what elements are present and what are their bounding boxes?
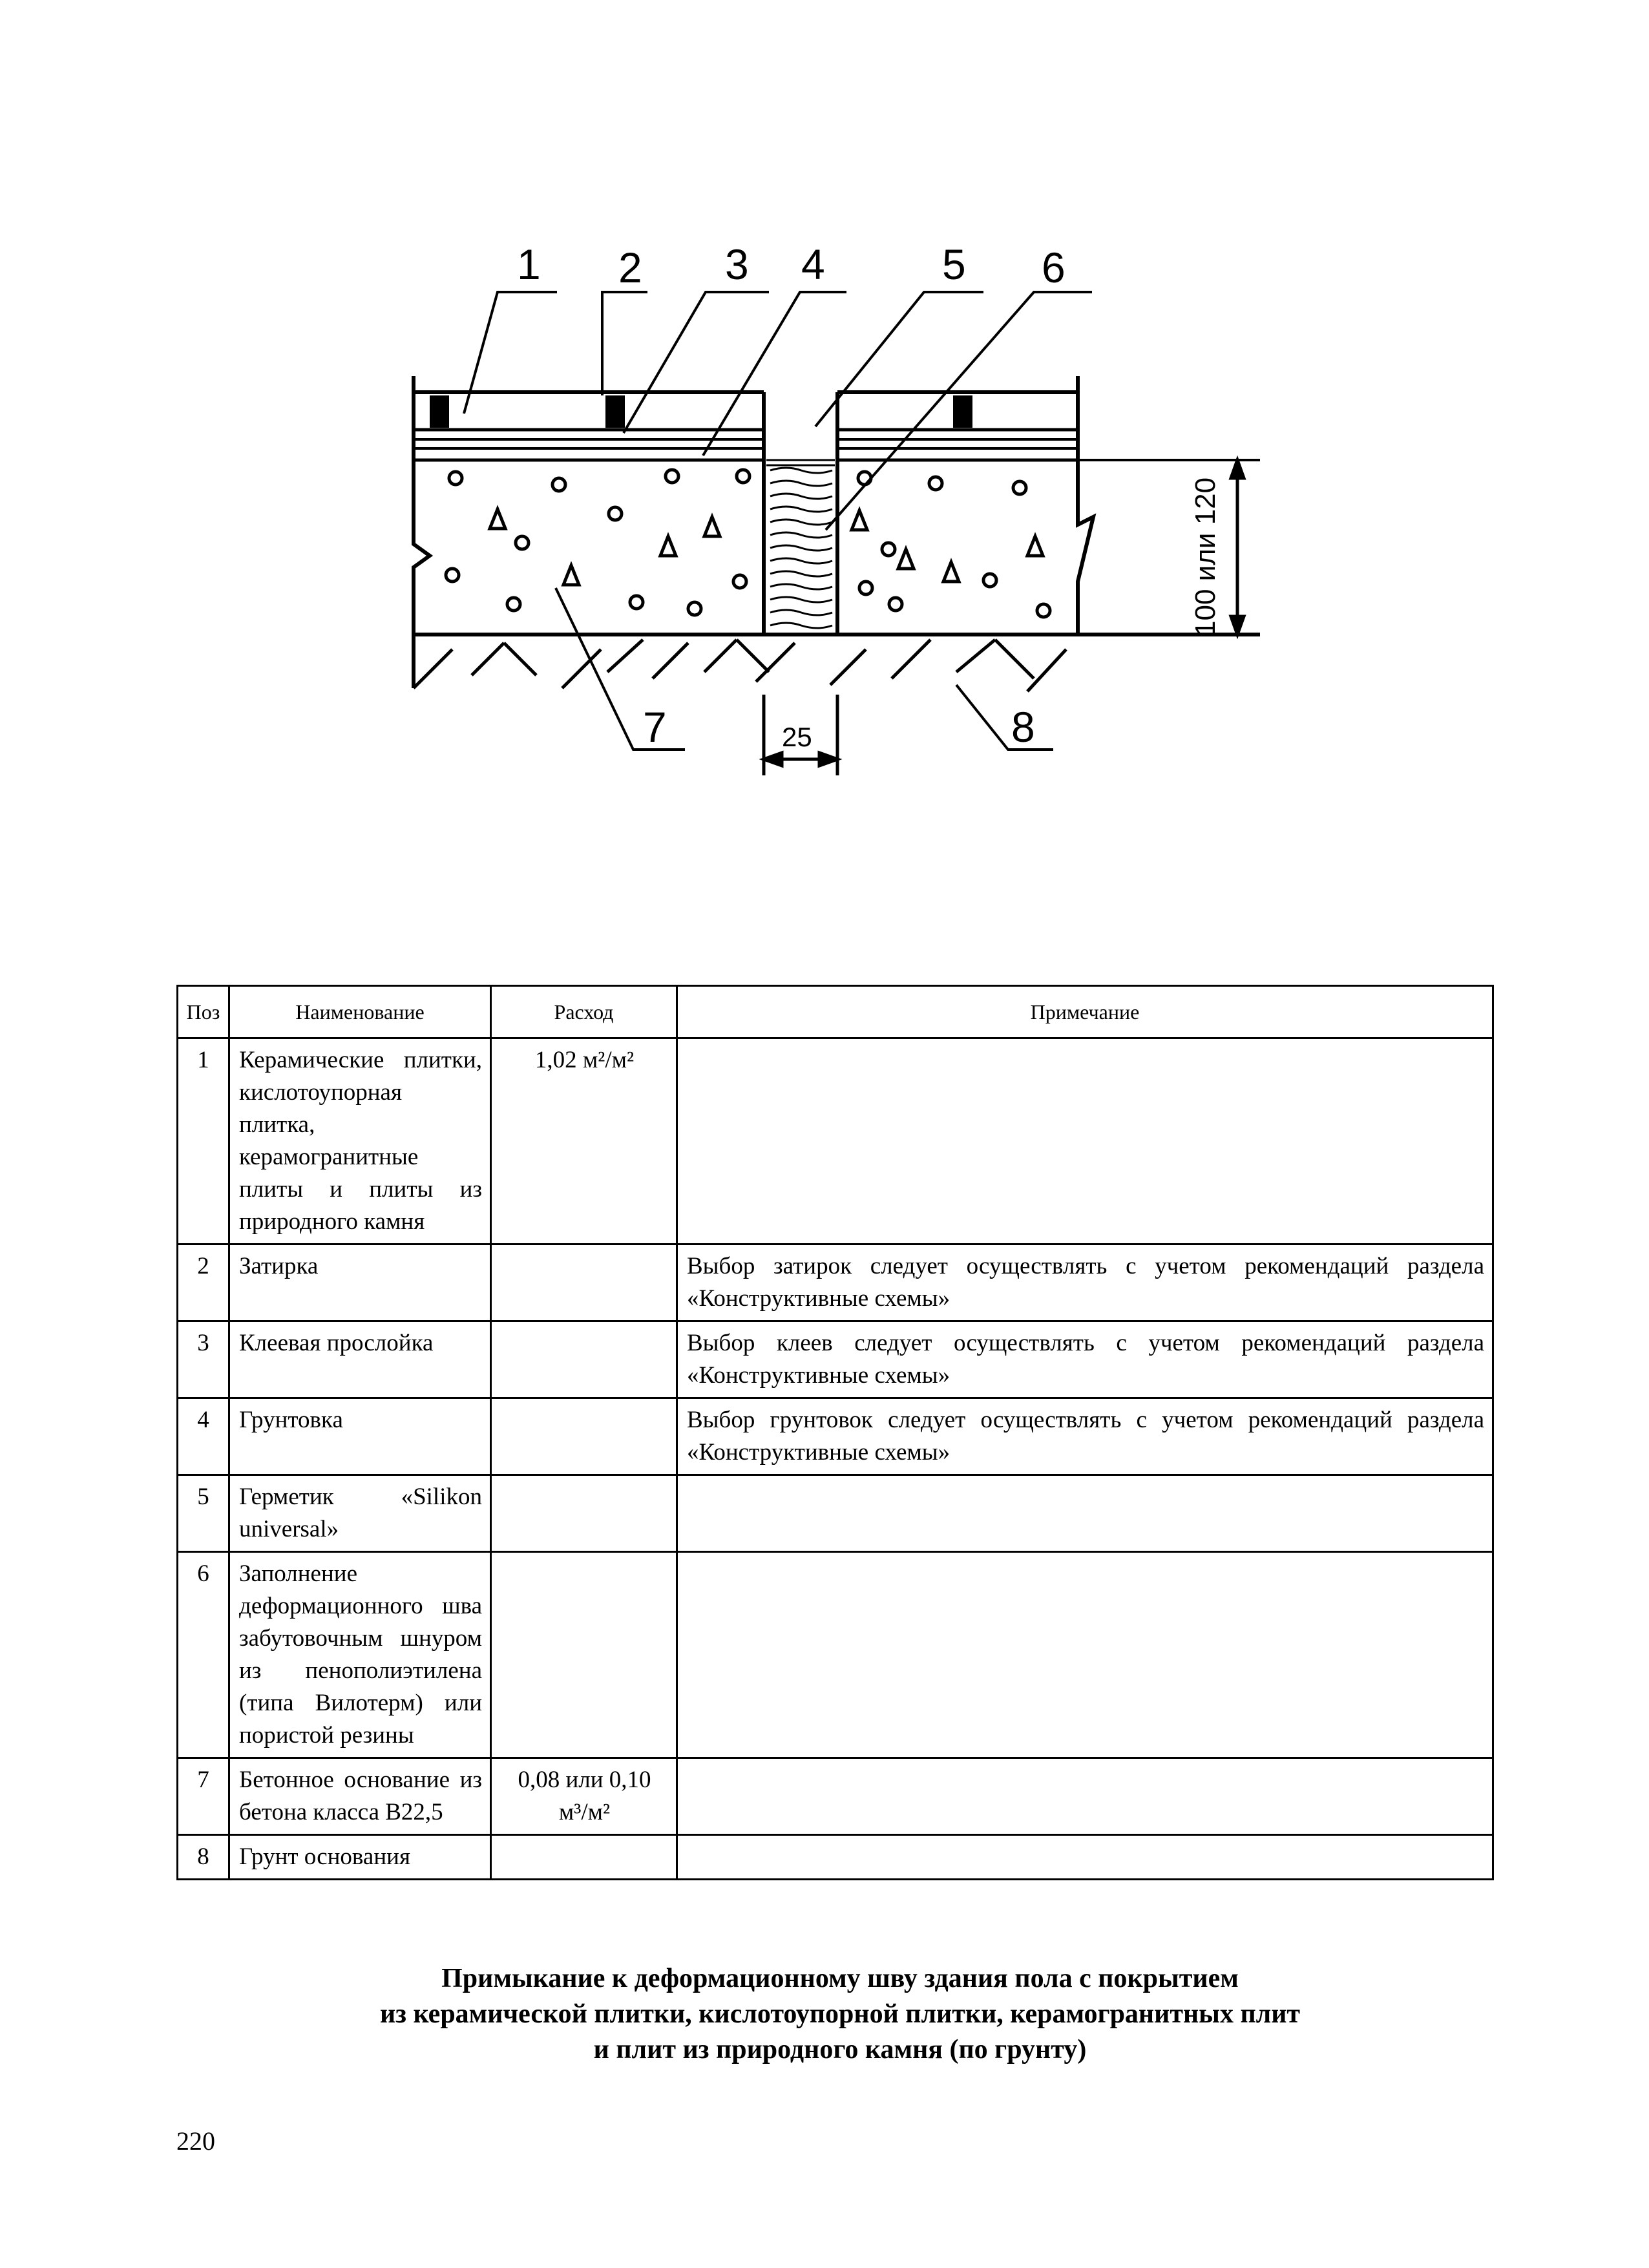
concrete-aggregate	[446, 470, 1050, 617]
row-rate	[491, 1244, 677, 1321]
header-rate: Расход	[491, 986, 677, 1038]
row-note: Выбор клеев следует осуществлять с учетом рекомендаций раздела «Конструктивные схемы»	[677, 1321, 1493, 1398]
caption-line: Примыкание к деформационному шву здания пола с покрытием	[441, 1964, 1239, 1993]
joint-width-label: 25	[782, 722, 812, 752]
figure-caption	[194, 1961, 1486, 2068]
page-number: 220	[176, 2126, 215, 2156]
concrete-triangles	[490, 509, 1043, 585]
callout-2: 2	[618, 244, 642, 291]
header-note: Примечание	[677, 986, 1493, 1038]
callout-8: 8	[1011, 703, 1035, 751]
row-pos: 8	[178, 1835, 229, 1880]
row-note	[677, 1758, 1493, 1835]
row-pos: 5	[178, 1475, 229, 1552]
callout-3: 3	[725, 240, 749, 288]
row-note	[677, 1552, 1493, 1758]
row-pos: 2	[178, 1244, 229, 1321]
materials-table	[176, 985, 1494, 1880]
left-break-line	[414, 376, 430, 688]
table-row	[178, 1038, 1493, 1244]
right-break-line	[1078, 376, 1093, 635]
callout-6: 6	[1042, 244, 1066, 291]
table-row	[178, 1244, 1493, 1321]
table-row	[178, 1475, 1493, 1552]
callout-7: 7	[643, 703, 667, 751]
caption-line: из керамической плитки, кислотоупорной плитки, керамогранитных плит	[379, 1999, 1301, 2029]
caption-line: и плит из природного камня (по грунту)	[593, 2035, 1087, 2064]
row-name: Керамические плитки, кислотоупорная плитка, керамогранитные плиты и плиты из природного камня	[229, 1038, 491, 1244]
table-row	[178, 1321, 1493, 1398]
row-rate: 1,02 м²/м²	[491, 1038, 677, 1244]
row-pos: 1	[178, 1038, 229, 1244]
table-row	[178, 1398, 1493, 1475]
slab-thickness-label: 100 или 120	[1190, 477, 1221, 636]
callout-5: 5	[942, 240, 966, 288]
row-pos: 4	[178, 1398, 229, 1475]
row-name: Заполнение деформационного шва забутовочным шнуром из пенополиэтилена (типа Вилотерм) или пористой резины	[229, 1552, 491, 1758]
row-note	[677, 1835, 1493, 1880]
row-pos: 7	[178, 1758, 229, 1835]
row-name: Затирка	[229, 1244, 491, 1321]
table-row	[178, 1758, 1493, 1835]
floor-joint-section-drawing	[0, 0, 1649, 840]
row-name: Бетонное основание из бетона класса В22,5	[229, 1758, 491, 1835]
callout-1: 1	[517, 240, 541, 288]
table-header-row	[178, 986, 1493, 1038]
row-note: Выбор грунтовок следует осуществлять с учетом рекомендаций раздела «Конструктивные схемы»	[677, 1398, 1493, 1475]
grout-joint	[605, 395, 625, 428]
header-name: Наименование	[229, 986, 491, 1038]
ground-hatching	[414, 640, 1066, 691]
table-row	[178, 1835, 1493, 1880]
row-note: Выбор затирок следует осуществлять с учетом рекомендаций раздела «Конструктивные схемы»	[677, 1244, 1493, 1321]
row-rate	[491, 1835, 677, 1880]
row-note	[677, 1038, 1493, 1244]
header-pos: Поз	[178, 986, 229, 1038]
grout-joint	[953, 395, 972, 428]
row-rate	[491, 1321, 677, 1398]
callout-4: 4	[801, 240, 825, 288]
row-rate	[491, 1552, 677, 1758]
grout-joint	[430, 395, 449, 428]
slab-thickness-dimension	[1231, 460, 1244, 635]
row-name: Грунт основания	[229, 1835, 491, 1880]
table-row	[178, 1552, 1493, 1758]
row-name: Клеевая прослойка	[229, 1321, 491, 1398]
row-pos: 6	[178, 1552, 229, 1758]
row-name: Грунтовка	[229, 1398, 491, 1475]
joint-filling	[770, 468, 832, 628]
row-pos: 3	[178, 1321, 229, 1398]
row-note	[677, 1475, 1493, 1552]
row-name: Герметик «Silikon universal»	[229, 1475, 491, 1552]
row-rate	[491, 1475, 677, 1552]
row-rate: 0,08 или 0,10 м³/м²	[491, 1758, 677, 1835]
row-rate	[491, 1398, 677, 1475]
